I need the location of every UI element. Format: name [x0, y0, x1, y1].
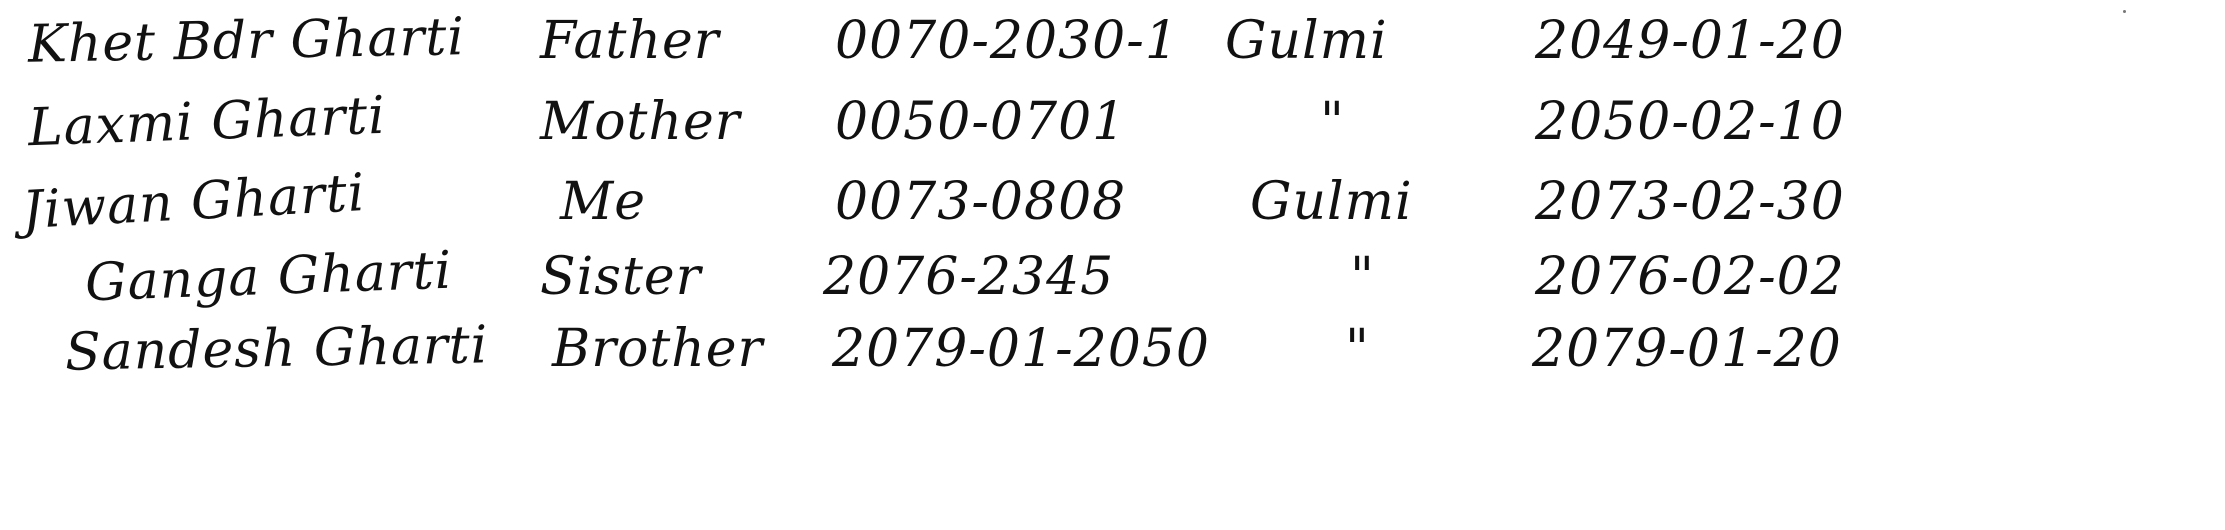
member-name: Khet Bdr Gharti	[27, 7, 466, 75]
member-relation: Brother	[552, 319, 764, 379]
member-date: 2073-02-30	[1535, 172, 1845, 232]
member-name: Laxmi Gharti	[27, 85, 387, 159]
member-relation: Father	[540, 11, 720, 71]
family-row	[0, 85, 2225, 170]
member-number: 0070-2030-1	[835, 11, 1179, 71]
family-row	[0, 315, 2225, 397]
member-name: Sandesh Gharti	[64, 315, 489, 383]
member-place: "	[1320, 92, 1345, 152]
member-relation: Mother	[540, 92, 741, 152]
member-number: 0050-0701	[835, 92, 1127, 152]
stray-dot	[2123, 10, 2126, 13]
member-date: 2049-01-20	[1535, 11, 1845, 71]
family-row	[0, 163, 2225, 250]
member-place: Gulmi	[1250, 172, 1413, 232]
member-place: Gulmi	[1225, 11, 1388, 71]
member-place: "	[1345, 319, 1370, 379]
member-date: 2050-02-10	[1535, 92, 1845, 152]
member-name: Ganga Gharti	[84, 240, 454, 314]
member-relation: Me	[560, 172, 647, 232]
member-relation: Sister	[540, 247, 702, 307]
member-number: 2079-01-2050	[832, 319, 1210, 379]
family-row	[0, 7, 2225, 89]
member-name: Jiwan Gharti	[20, 163, 367, 241]
member-number: 0073-0808	[835, 172, 1127, 232]
member-number: 2076-2345	[823, 247, 1115, 307]
member-date: 2076-02-02	[1535, 247, 1845, 307]
family-row	[0, 240, 2225, 325]
member-place: "	[1350, 247, 1375, 307]
member-date: 2079-01-20	[1532, 319, 1842, 379]
